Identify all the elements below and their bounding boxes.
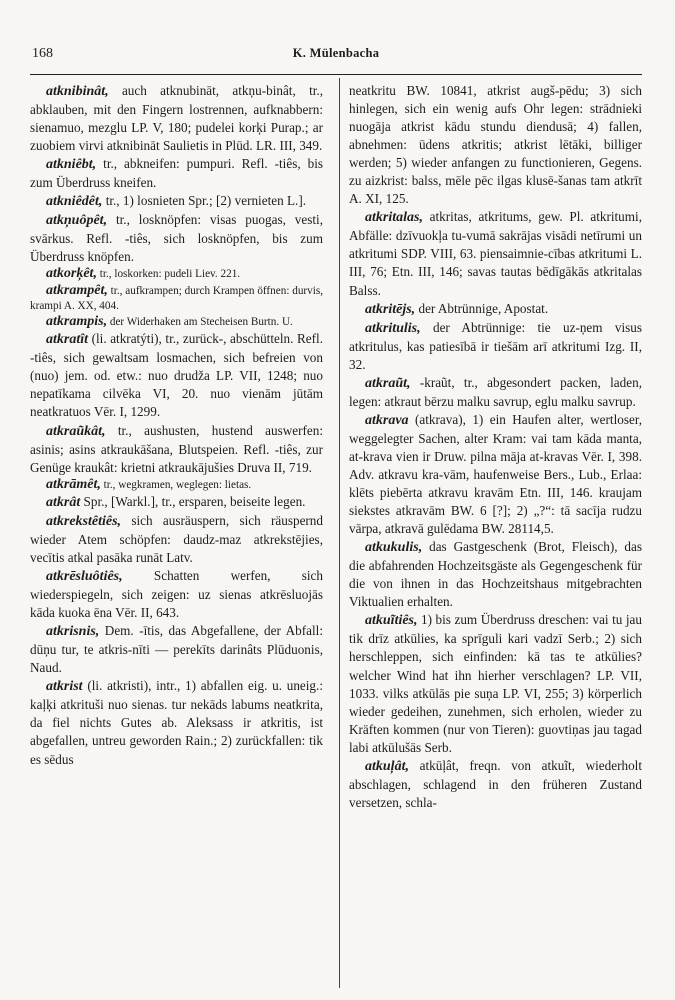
page-number: 168	[32, 46, 53, 61]
entry-definition: Schatten werfen, sich wiederspiegeln, sich zeigen: uz sienas atkrēsluojās kāda kuoka ēna Vēr. II, 643.	[30, 568, 323, 621]
entry-headword: atkritulis,	[365, 320, 421, 336]
entry-headword: atkrampêt,	[46, 282, 108, 298]
dictionary-entry	[30, 567, 323, 622]
entry-definition: das Gastgeschenk (Brot, Fleisch), das die abfahrenden Hochzeitsgäste als Gegengeschenk für die von ihnen in das Hochzeitshaus mitgebrachten Viktualien erhalten.	[349, 539, 642, 610]
entry-headword: atkratît	[46, 332, 89, 348]
entry-headword: atkritējs,	[365, 301, 416, 317]
entry-headword: atkorķêt,	[46, 266, 97, 282]
dictionary-entry	[30, 155, 323, 192]
page-header	[30, 46, 642, 70]
entry-definition: tr., wegkramen, weglegen: lietas.	[100, 478, 252, 491]
dictionary-entry	[349, 411, 642, 538]
dictionary-entry	[30, 192, 323, 211]
entry-headword: atkukulis,	[365, 540, 423, 556]
entry-headword: atkņuôpêt,	[46, 213, 108, 229]
dictionary-entry	[30, 512, 323, 567]
entry-headword: atkrât	[46, 494, 81, 510]
left-column	[30, 82, 323, 987]
dictionary-entry	[30, 477, 323, 493]
dictionary-entry	[30, 314, 323, 330]
right-column	[349, 82, 642, 987]
entry-definition: tr., 1) losnieten Spr.; [2) vernieten L.].	[102, 193, 307, 209]
entry-headword: atkritalas,	[365, 210, 423, 226]
dictionary-entry	[30, 211, 323, 266]
entry-definition: -kraũt, tr., abgesondert packen, laden, legen: atkraut bērzu malku savrup, eglu malku savrup.	[349, 374, 642, 409]
dictionary-entry	[30, 283, 323, 314]
entry-headword: atkraũkât,	[46, 423, 106, 439]
dictionary-entry	[349, 82, 642, 208]
entry-definition: der Abtrünnige, Apostat.	[415, 300, 549, 316]
dictionary-entry	[30, 493, 323, 512]
dictionary-entry	[30, 82, 323, 155]
entry-headword: atkniêbt,	[46, 157, 97, 173]
entry-headword: atkrampis,	[46, 314, 108, 330]
dictionary-entry	[349, 757, 642, 812]
entry-headword: atkrisnis,	[46, 624, 100, 640]
entry-headword: atkrekstêtiês,	[46, 513, 122, 529]
dictionary-entry	[349, 300, 642, 319]
entry-definition: 1) bis zum Überdruss dreschen: vai tu jau tik drīz atkūlies, ka sprīguli kari vadzī Serb.; 2) sich herschleppen, sich einfinden: kā tas te atkūlies? welcher Wind hat ihn hierher verschlagen? LP. VII, 1033. vilks atkūlās pie suņa LP. VI, 255; 3) körperlich wieder gedeihen, zunehmen, sich erholen, wieder zu Kräften kommen (nur von Tieren): guovtiņas jau tagad labi atkūlušās Serb.	[349, 612, 642, 755]
entry-headword: atkrāmêt,	[46, 476, 101, 492]
entry-definition: Spr., [Warkl.], tr., ersparen, beiseite legen.	[80, 493, 306, 509]
entry-definition: (li. atkristi), intr., 1) abfallen eig. u. uneig.: kaļķi atkrituši nuo sienas. tur nekāds labums neatkrita, da fiel nichts Gutes ab. Aleksass ir atkritis, ist abgefallen, untreu geworden Rain.; 2) zurückfallen: tik es sēdus	[30, 678, 323, 767]
dictionary-entry	[30, 330, 323, 421]
entry-headword: atkrēsluôtiês,	[46, 569, 123, 585]
column-divider	[339, 78, 340, 988]
entry-headword: atkuĩtiês,	[365, 613, 418, 629]
entry-definition: tr., losknöpfen: visas puogas, vesti, svārkus. Refl. -tiês, sich losknöpfen, bis zum Überdruss knöpfen.	[30, 212, 323, 265]
entry-definition: sich ausräuspern, sich räuspernd wieder Atem schöpfen: daudz-maz atkrekstējies, vecītis atkal pasāka runāt Latv.	[30, 512, 323, 565]
dictionary-entry	[30, 677, 323, 768]
dictionary-entry	[349, 319, 642, 374]
entry-headword: atkrist	[46, 679, 83, 695]
entry-definition: neatkritu BW. 10841, atkrist augš-pēdu; 3) sich hinlegen, sich ein wenig aufs Ohr legen: strādnieki nuogāja atkrist kādu stundu diendusā; 4) fallen, abnehmen: ūdens atkritis; atkrist lētāki, billiger werden; 5) wieder anfangen zu functionieren, Gegens. zu aizkrist: balss, mēle pēc ilgas klusē-šanas tam atkrīt A. XI, 125.	[349, 83, 642, 207]
entry-definition: atkritas, atkritums, gew. Pl. atkritumi, Abfälle: dzīvuokļa tu-vumā sakrājas visādi netīrumi un atkritumi SDP. VIII, 63. piensaimnie-cības atkritumi L. III, 76; Etn. III, 146; savas tautas bēdīgākās atkritalas Balss.	[349, 209, 642, 298]
entry-headword: atkniêdêt,	[46, 194, 103, 210]
entry-definition: tr., aufkrampen; durch Krampen öffnen: durvis, krampi A. XX, 404.	[30, 284, 323, 312]
entry-headword: atkuļât,	[365, 758, 409, 774]
dictionary-entry	[349, 538, 642, 611]
dictionary-entry	[349, 611, 642, 756]
entry-definition: (li. atkratýti), tr., zurück-, abschütteln. Refl. -tiês, sich gewaltsam losmachen, sich befreien von (nuo) jem. od. etw.: nuo drudža LP. VII, 1248; nuo nepatīkama cilvēka VI, 20. nuo vienām jūtām neatkratuos Vēr. I, 1299.	[30, 331, 323, 420]
entry-definition: tr., loskorken: pudeli Liev. 221.	[96, 268, 241, 281]
entry-definition: der Widerhaken am Stecheisen Burtn. U.	[107, 316, 293, 329]
dictionary-entry	[30, 422, 323, 477]
entry-headword: atkraũt,	[365, 375, 411, 391]
entry-definition: auch atknubināt, atkņu-binât, tr., abklauben, mit den Fingern lostrennen, aufknabbern: sienamuo, mezglu LP. V, 180; pudelei korķi Purap.; ar zuobiem virvi atknibināt Saulietis in Plūd. LR. III, 349.	[30, 83, 323, 154]
running-head: K. Mülenbacha	[292, 46, 380, 60]
entry-definition: atkūļât, freqn. von atkuĩt, wiederholt abschlagen, schlagend in den früheren Zustand versetzen, schla-	[349, 757, 642, 810]
entry-definition: (atkrava), 1) ein Haufen alter, wertloser, weggelegter Sachen, alter Kram: vai tam kāda manta, at-krava vien ir Druw. pilna māja at-kravas Vēr. I, 398. Adv. atkravu kra-vām, haufenweise Bers., Lub., Erlaa: klēts piebērta atkravu kravām Etn. III, 146. kraujam siekstes atkravām BW. 6 [?]; 2) „?“: tā sacīja rudzu vārpa, atkravā gulēdama BW. 28114,5.	[349, 411, 642, 537]
entry-definition: tr., abkneifen: pumpuri. Refl. -tiês, bis zum Überdruss kneifen.	[30, 156, 323, 191]
dictionary-entry	[349, 374, 642, 411]
entry-definition: Dem. -ītis, das Abgefallene, der Abfall: dūņu tur, te atkris-nīti — perekīts darinâts Plūduonis, Naud.	[30, 623, 323, 676]
entry-definition: der Abtrünnige: tie uz-ņem visus atkritulus, kas patiesībā ir tiešām arī atkritumi Izg. II, 32.	[349, 319, 642, 372]
entry-definition: tr., aushusten, hustend auswerfen: asinis; asins atkraukāšana, Blutspeien. Refl. -tiês, zur Genüge kraukât: krietni atkraukājušies Druva II, 719.	[30, 422, 323, 475]
entry-headword: atkrava	[365, 412, 409, 428]
header-rule	[30, 74, 642, 75]
dictionary-entry	[30, 266, 323, 282]
dictionary-entry	[30, 622, 323, 677]
dictionary-entry	[349, 208, 642, 299]
entry-headword: atknibinât,	[46, 84, 109, 99]
